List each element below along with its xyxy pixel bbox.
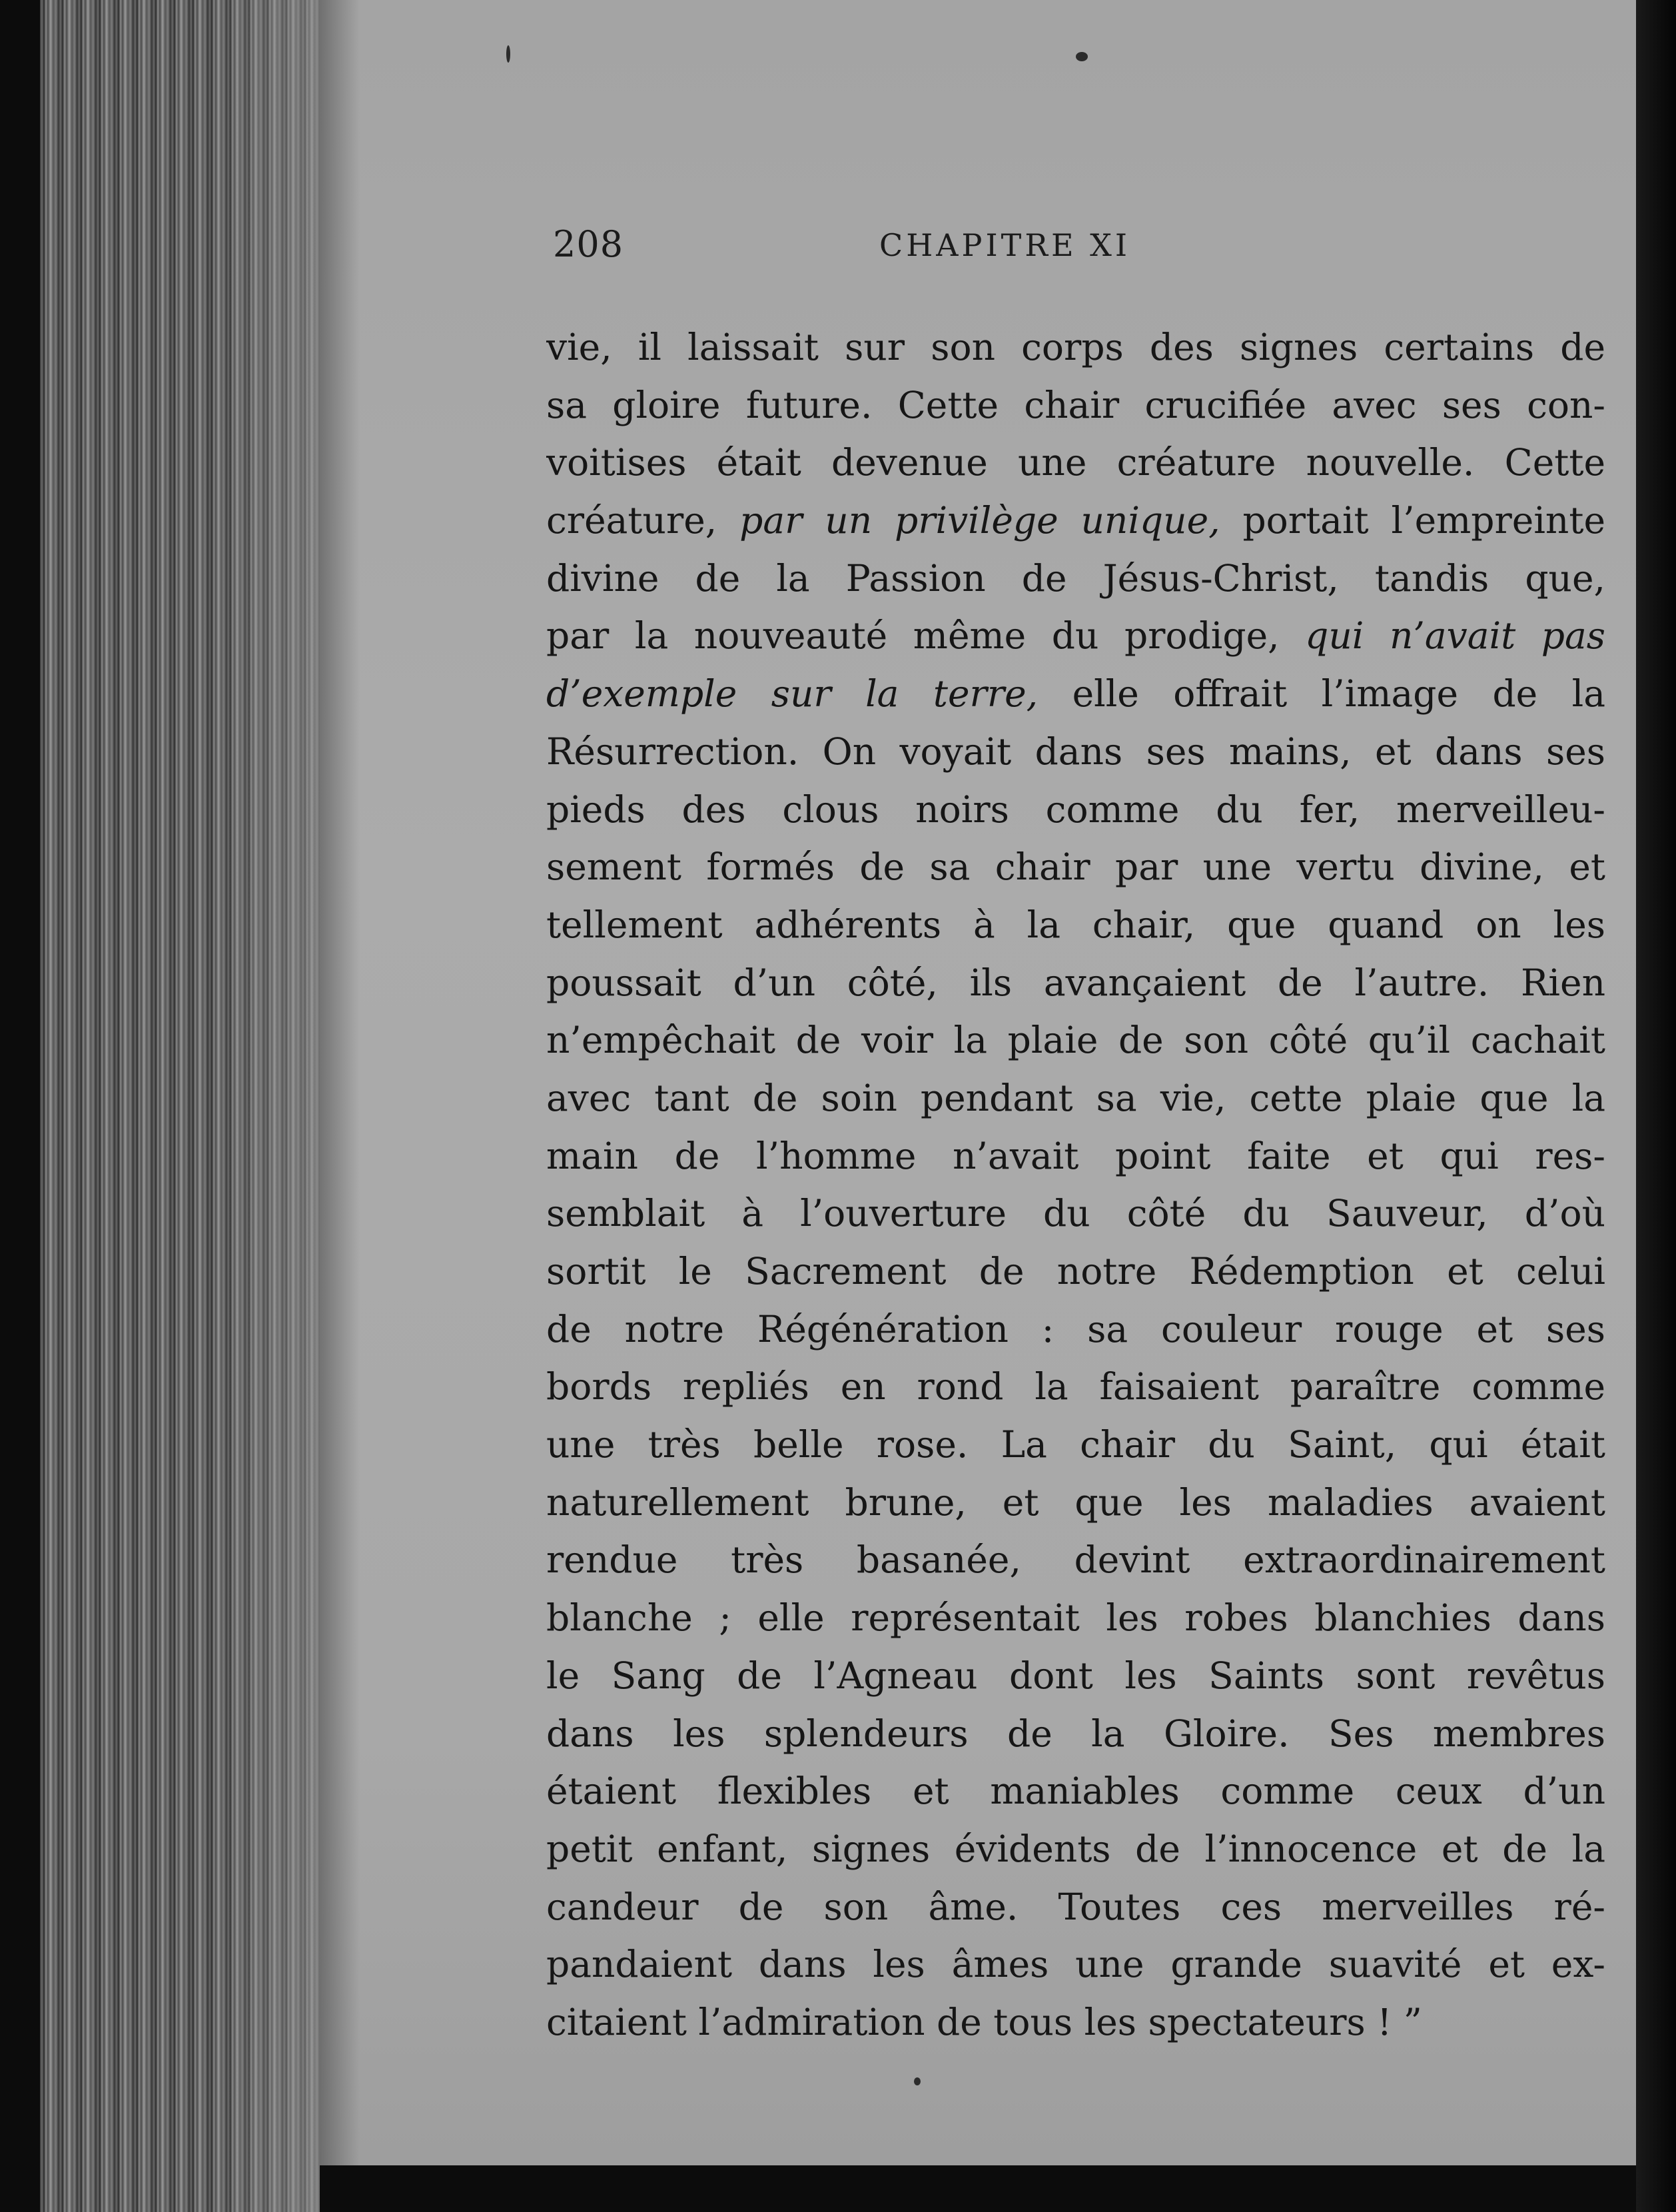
text-segment: candeur de son âme. Toutes ces merveilles ré- [546, 1885, 1605, 1928]
text-segment: une très belle rose. La chair du Saint, qui était [546, 1423, 1605, 1466]
text-segment: Résurrection. On voyait dans ses mains, et dans ses [546, 730, 1605, 773]
text-line [546, 550, 1605, 608]
text-line [546, 318, 1605, 376]
text-segment: tellement adhérents à la chair, que quand on les [546, 903, 1605, 946]
text-line [546, 723, 1605, 781]
text-segment: pandaient dans les âmes une grande suavité et ex- [546, 1943, 1605, 1986]
text-line [546, 1820, 1605, 1878]
text-line [546, 607, 1605, 665]
text-line [546, 665, 1605, 723]
text-line [546, 1705, 1605, 1763]
text-segment: divine de la Passion de Jésus-Christ, tandis que, [546, 556, 1605, 600]
text-line [546, 1589, 1605, 1647]
body-text [546, 318, 1605, 2051]
text-segment: avec tant de soin pendant sa vie, cette plaie que la [546, 1076, 1605, 1119]
book-page-edges [40, 0, 320, 2212]
ink-speck [1076, 52, 1088, 61]
ink-speck [914, 2077, 921, 2085]
italic-segment: d’exemple sur la terre, [546, 672, 1039, 716]
text-line [546, 838, 1605, 896]
text-segment: blanche ; elle représentait les robes blanchies dans [546, 1596, 1605, 1640]
text-line [546, 1301, 1605, 1359]
book-spine-shadow [1636, 0, 1676, 2212]
text-segment: étaient flexibles et maniables comme ceux d’un [546, 1770, 1605, 1813]
text-line [546, 434, 1605, 492]
text-line [546, 781, 1605, 839]
page-number: 208 [553, 223, 624, 265]
text-segment: portait l’empreinte [1220, 499, 1605, 542]
text-segment: dans les splendeurs de la Gloire. Ses membres [546, 1712, 1605, 1755]
text-segment: bords repliés en rond la faisaient paraître comme [546, 1365, 1605, 1408]
text-segment: vie, il laissait sur son corps des signes certains de [546, 326, 1605, 368]
text-segment: main de l’homme n’avait point faite et qui res- [546, 1134, 1605, 1177]
text-segment: pieds des clous noirs comme du fer, merveilleu- [546, 788, 1605, 831]
text-line [546, 1531, 1605, 1589]
text-line [546, 1474, 1605, 1532]
text-segment: elle offrait l’image de la [1038, 672, 1605, 716]
italic-segment: par un privilège unique, [717, 499, 1220, 542]
text-segment: semblait à l’ouverture du côté du Sauveur, d’où [546, 1192, 1605, 1235]
text-line [546, 1936, 1605, 1993]
text-line [546, 1243, 1605, 1301]
text-segment: par la nouveauté même du prodige, [546, 614, 1306, 658]
text-line [546, 1127, 1605, 1185]
italic-segment: qui n’avait pas [1305, 614, 1605, 658]
text-line [546, 1011, 1605, 1069]
text-segment: sement formés de sa chair par une vertu divine, et [546, 845, 1605, 889]
text-segment: le Sang de l’Agneau dont les Saints sont revêtus [546, 1654, 1605, 1697]
text-line [546, 1416, 1605, 1474]
text-line [546, 376, 1605, 434]
text-line [546, 954, 1605, 1012]
text-segment: rendue très basanée, devint extraordinairement [546, 1538, 1605, 1582]
text-line [546, 492, 1605, 550]
text-segment: n’empêchait de voir la plaie de son côté qu’il cachait [546, 1019, 1605, 1062]
text-line [546, 1358, 1605, 1416]
text-line [546, 896, 1605, 954]
text-line [546, 1069, 1605, 1127]
text-segment: voitises était devenue une créature nouvelle. Cette [546, 441, 1605, 484]
text-segment: poussait d’un côté, ils avançaient de l’autre. Rien [546, 961, 1605, 1004]
text-segment: citaient l’admiration de tous les spectateurs ! ” [546, 2000, 1422, 2043]
text-segment: naturellement brune, et que les maladies avaient [546, 1480, 1605, 1524]
chapter-title: CHAPITRE XI [879, 227, 1131, 263]
text-segment: créature, [546, 499, 717, 542]
ink-speck [506, 45, 510, 63]
text-segment: sa gloire future. Cette chair crucifiée avec ses con- [546, 383, 1605, 426]
text-line [546, 1762, 1605, 1820]
text-line [546, 1993, 1605, 2051]
text-segment: de notre Régénération : sa couleur rouge et ses [546, 1307, 1605, 1351]
text-segment: petit enfant, signes évidents de l’innocence et de la [546, 1827, 1605, 1870]
text-line [546, 1878, 1605, 1936]
text-line [546, 1647, 1605, 1705]
running-head [553, 223, 1226, 276]
text-line [546, 1185, 1605, 1243]
text-segment: sortit le Sacrement de notre Rédemption et celui [546, 1250, 1605, 1293]
